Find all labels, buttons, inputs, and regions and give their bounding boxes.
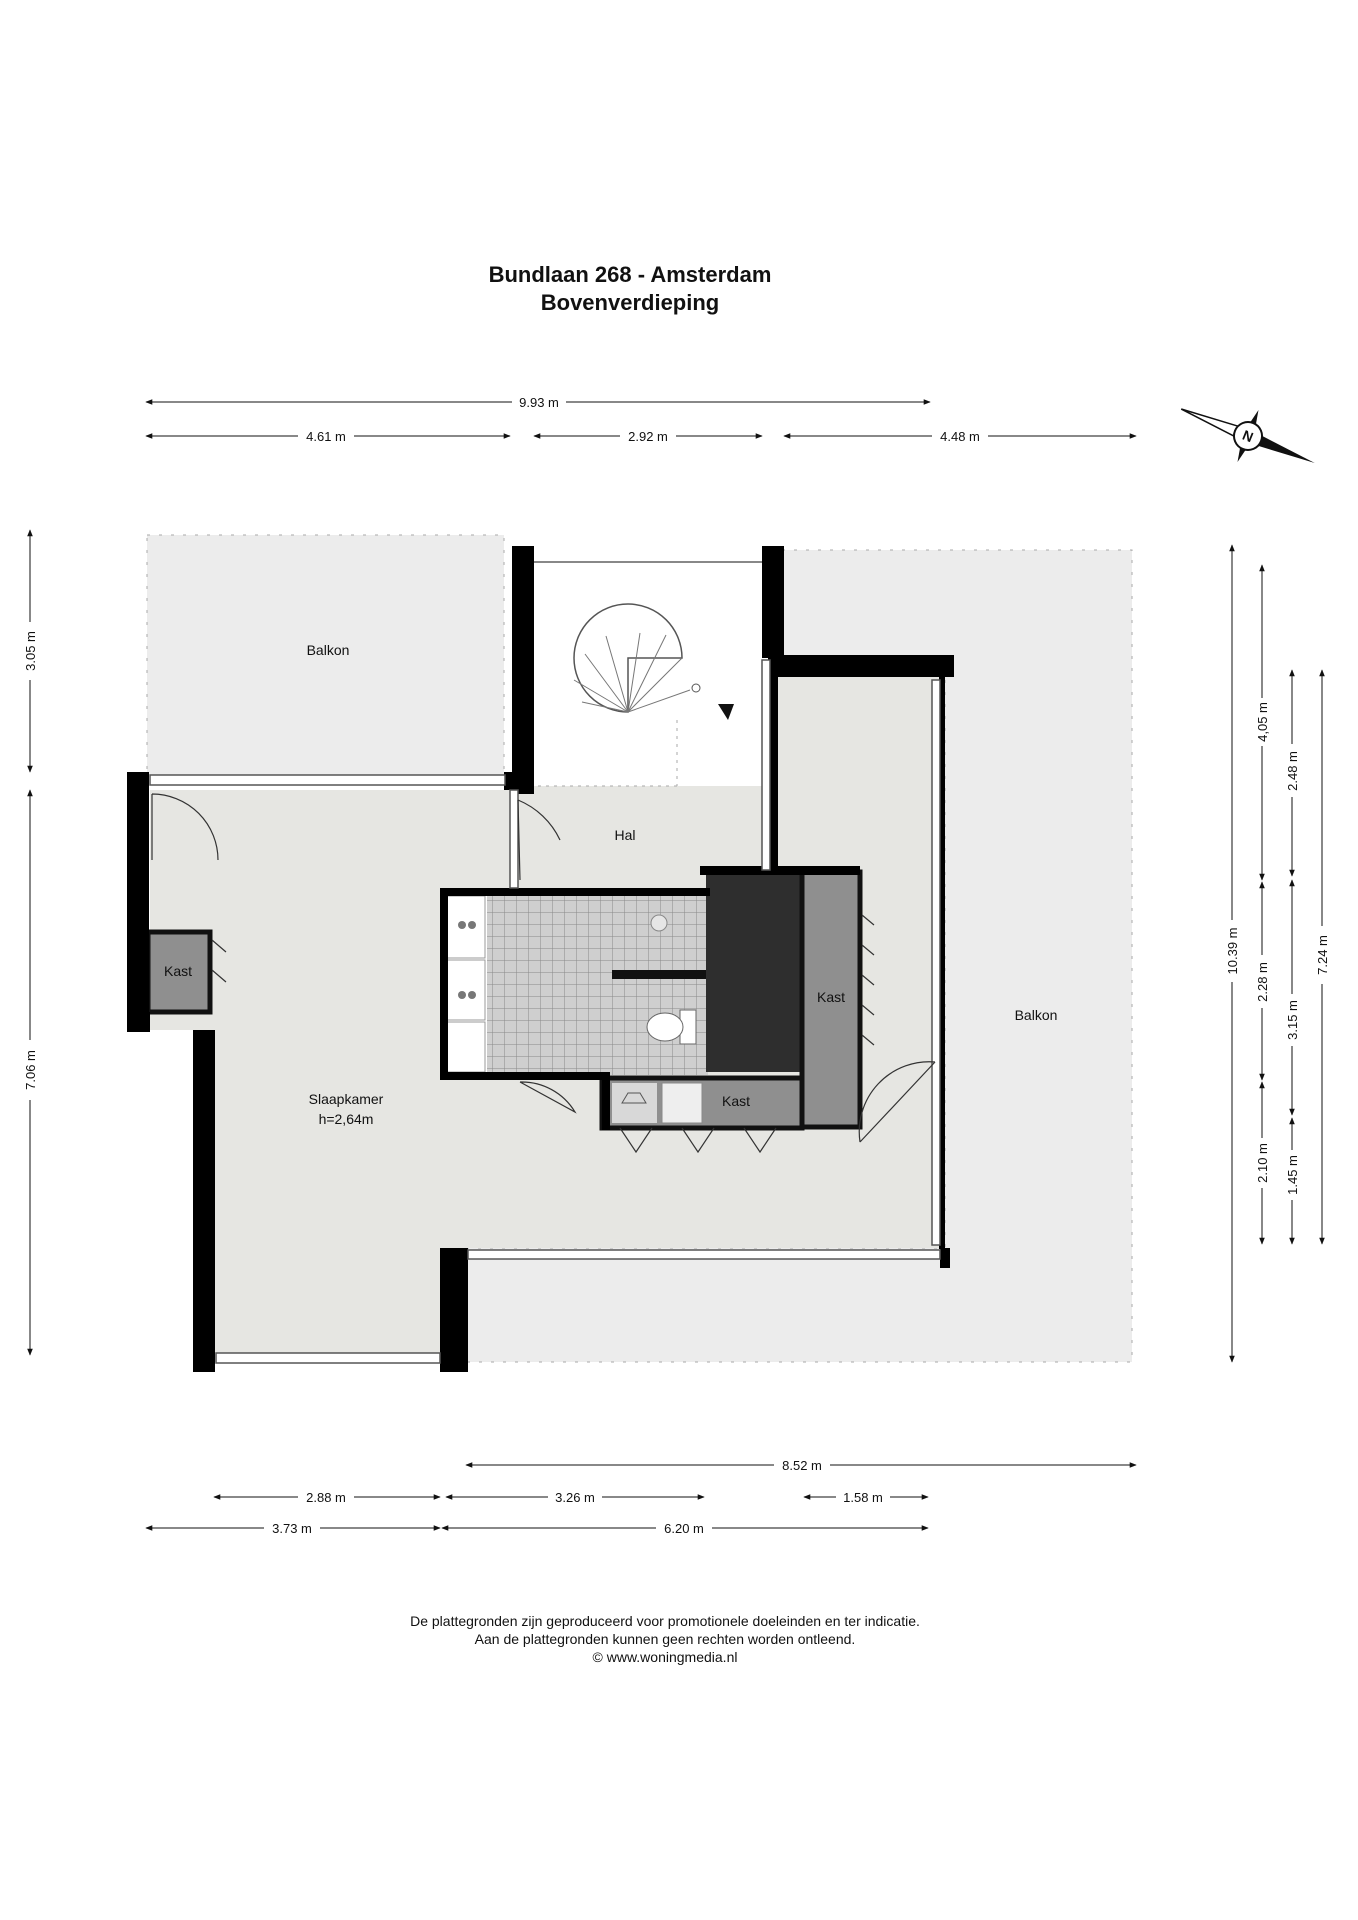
closet-right-label: Kast [816, 989, 846, 1005]
dim-right-b [1255, 882, 1270, 1080]
dim-bottom-c [804, 1490, 928, 1505]
dim-top-b [534, 429, 762, 444]
dim-bottom-e [442, 1521, 928, 1536]
dim-right-e-label: 3.15 m [1285, 1000, 1300, 1040]
dim-right-d-label: 2.48 m [1285, 751, 1300, 791]
bedroom-label: Slaapkamer [308, 1091, 384, 1107]
dim-bottom-b [446, 1490, 704, 1505]
dim-right-c [1255, 1082, 1270, 1244]
closet-center-label: Kast [721, 1093, 751, 1109]
dim-right-e [1285, 880, 1300, 1115]
copyright: © www.woningmedia.nl [592, 1649, 738, 1665]
dim-left-b-label: 7.06 m [23, 1050, 38, 1090]
dim-right-f-label: 1.45 m [1285, 1155, 1300, 1195]
hall-label: Hal [614, 827, 636, 843]
bedroom-height-label: h=2,64m [318, 1111, 374, 1127]
dim-bottom-c-label: 1.58 m [843, 1490, 883, 1505]
closet-left-label: Kast [163, 963, 193, 979]
disclaimer-line-2: Aan de plattegronden kunnen geen rechten worden ontleend. [474, 1631, 856, 1647]
dim-bottom-a-label: 2.88 m [306, 1490, 346, 1505]
dim-top-c [784, 429, 1136, 444]
balcony-left-label: Balkon [306, 642, 350, 658]
floor-name: Bovenverdieping [540, 290, 720, 315]
dim-left-a-label: 3.05 m [23, 631, 38, 671]
dim-left-a [23, 530, 38, 772]
dim-right-a-label: 4,05 m [1255, 702, 1270, 742]
dim-top-a-label: 4.61 m [306, 429, 346, 444]
dim-right-d [1285, 670, 1300, 876]
dim-bottom-e-label: 6.20 m [664, 1521, 704, 1536]
dim-top-total-label: 9.93 m [519, 395, 559, 410]
dim-bottom-b-label: 3.26 m [555, 1490, 595, 1505]
dim-top-total [146, 395, 930, 410]
dim-right-g-label: 7.24 m [1315, 935, 1330, 975]
dim-right-g [1315, 670, 1330, 1244]
bathroom [442, 893, 708, 1075]
dim-right-f [1285, 1118, 1300, 1244]
dim-top-a [146, 429, 510, 444]
dim-bottom-a [214, 1490, 440, 1505]
closet-center [602, 1078, 802, 1128]
dim-right-c-label: 2.10 m [1255, 1143, 1270, 1183]
dim-right-b-label: 2.28 m [1255, 962, 1270, 1002]
disclaimer-line-1: De plattegronden zijn geproduceerd voor promotionele doeleinden en ter indicatie. [410, 1613, 920, 1629]
dim-top-b-label: 2.92 m [628, 429, 668, 444]
dim-top-c-label: 4.48 m [940, 429, 980, 444]
dim-left-b [23, 790, 38, 1355]
shaft [706, 872, 802, 1072]
dim-bottom-d [146, 1521, 440, 1536]
plan-title: Bundlaan 268 - Amsterdam [488, 262, 772, 287]
dim-right-a [1255, 565, 1270, 880]
dim-bottom-total [466, 1458, 1136, 1473]
dim-bottom-d-label: 3.73 m [272, 1521, 312, 1536]
balcony-right-label: Balkon [1014, 1007, 1058, 1023]
shower-drain-icon [651, 915, 667, 931]
dim-bottom-total-label: 8.52 m [782, 1458, 822, 1473]
compass-icon [1171, 383, 1325, 489]
stairwell [530, 562, 762, 786]
dim-right-total [1225, 545, 1240, 1362]
dim-right-total-label: 10.39 m [1225, 927, 1240, 975]
compass-north-label: N [1240, 426, 1256, 446]
